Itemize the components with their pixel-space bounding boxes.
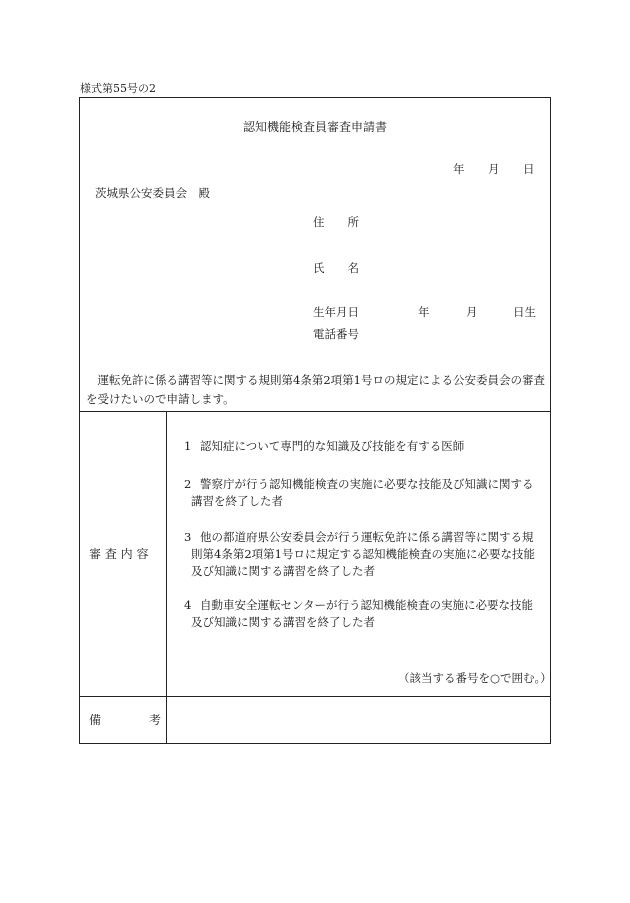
review-item-text-continued: 則第4条第2項第1号ロに規定する認知機能検査の実施に必要な技能及び知識に関する講習を終了した者	[191, 547, 535, 578]
addressee: 茨城県公安委員会 殿	[95, 186, 210, 200]
remarks-field[interactable]	[167, 697, 550, 743]
address-label: 住 所	[313, 215, 359, 229]
review-item-text: 認知症について専門的な知識及び技能を有する医師	[200, 439, 465, 453]
remarks-label: 備 考	[89, 713, 162, 727]
name-label: 氏 名	[313, 261, 359, 275]
review-item-number: 4	[184, 598, 192, 612]
selection-instruction: （該当する番号を○で囲む。）	[398, 671, 552, 685]
birth-month-label: 月	[466, 305, 478, 319]
review-item-4	[184, 597, 544, 631]
application-statement: 運転免許に係る講習等に関する規則第4条第2項第1号ロの規定による公安委員会の審査を受けたいので申請します。	[86, 373, 545, 406]
review-item-3	[184, 529, 544, 580]
review-content-label: 審 査 内 容	[89, 547, 149, 561]
review-item-text-continued: 及び知識に関する講習を終了した者	[191, 615, 375, 629]
review-item-text: 警察庁が行う認知機能検査の実施に必要な技能及び知識に関する	[200, 477, 534, 491]
birthdate-label: 生年月日	[313, 305, 359, 319]
review-item-1	[184, 438, 544, 455]
review-item-number: 3	[184, 530, 192, 544]
date-day-label: 日	[523, 162, 535, 176]
date-year-label: 年	[453, 162, 465, 176]
review-item-number: 1	[184, 439, 192, 453]
review-item-text-continued: 講習を終了した者	[191, 494, 283, 508]
review-item-text: 他の都道府県公安委員会が行う運転免許に係る講習等に関する規	[200, 530, 534, 544]
review-item-2	[184, 476, 544, 510]
column-divider	[166, 411, 167, 744]
review-item-text: 自動車安全運転センターが行う認知機能検査の実施に必要な技能	[200, 598, 534, 612]
section-divider	[79, 411, 551, 412]
form-title: 認知機能検査員審査申請書	[242, 120, 387, 134]
review-item-number: 2	[184, 477, 192, 491]
birth-year-label: 年	[418, 305, 430, 319]
date-month-label: 月	[488, 162, 500, 176]
form-number: 様式第55号の2	[80, 82, 156, 95]
phone-label: 電話番号	[313, 327, 359, 341]
birth-day-label: 日生	[513, 305, 536, 319]
